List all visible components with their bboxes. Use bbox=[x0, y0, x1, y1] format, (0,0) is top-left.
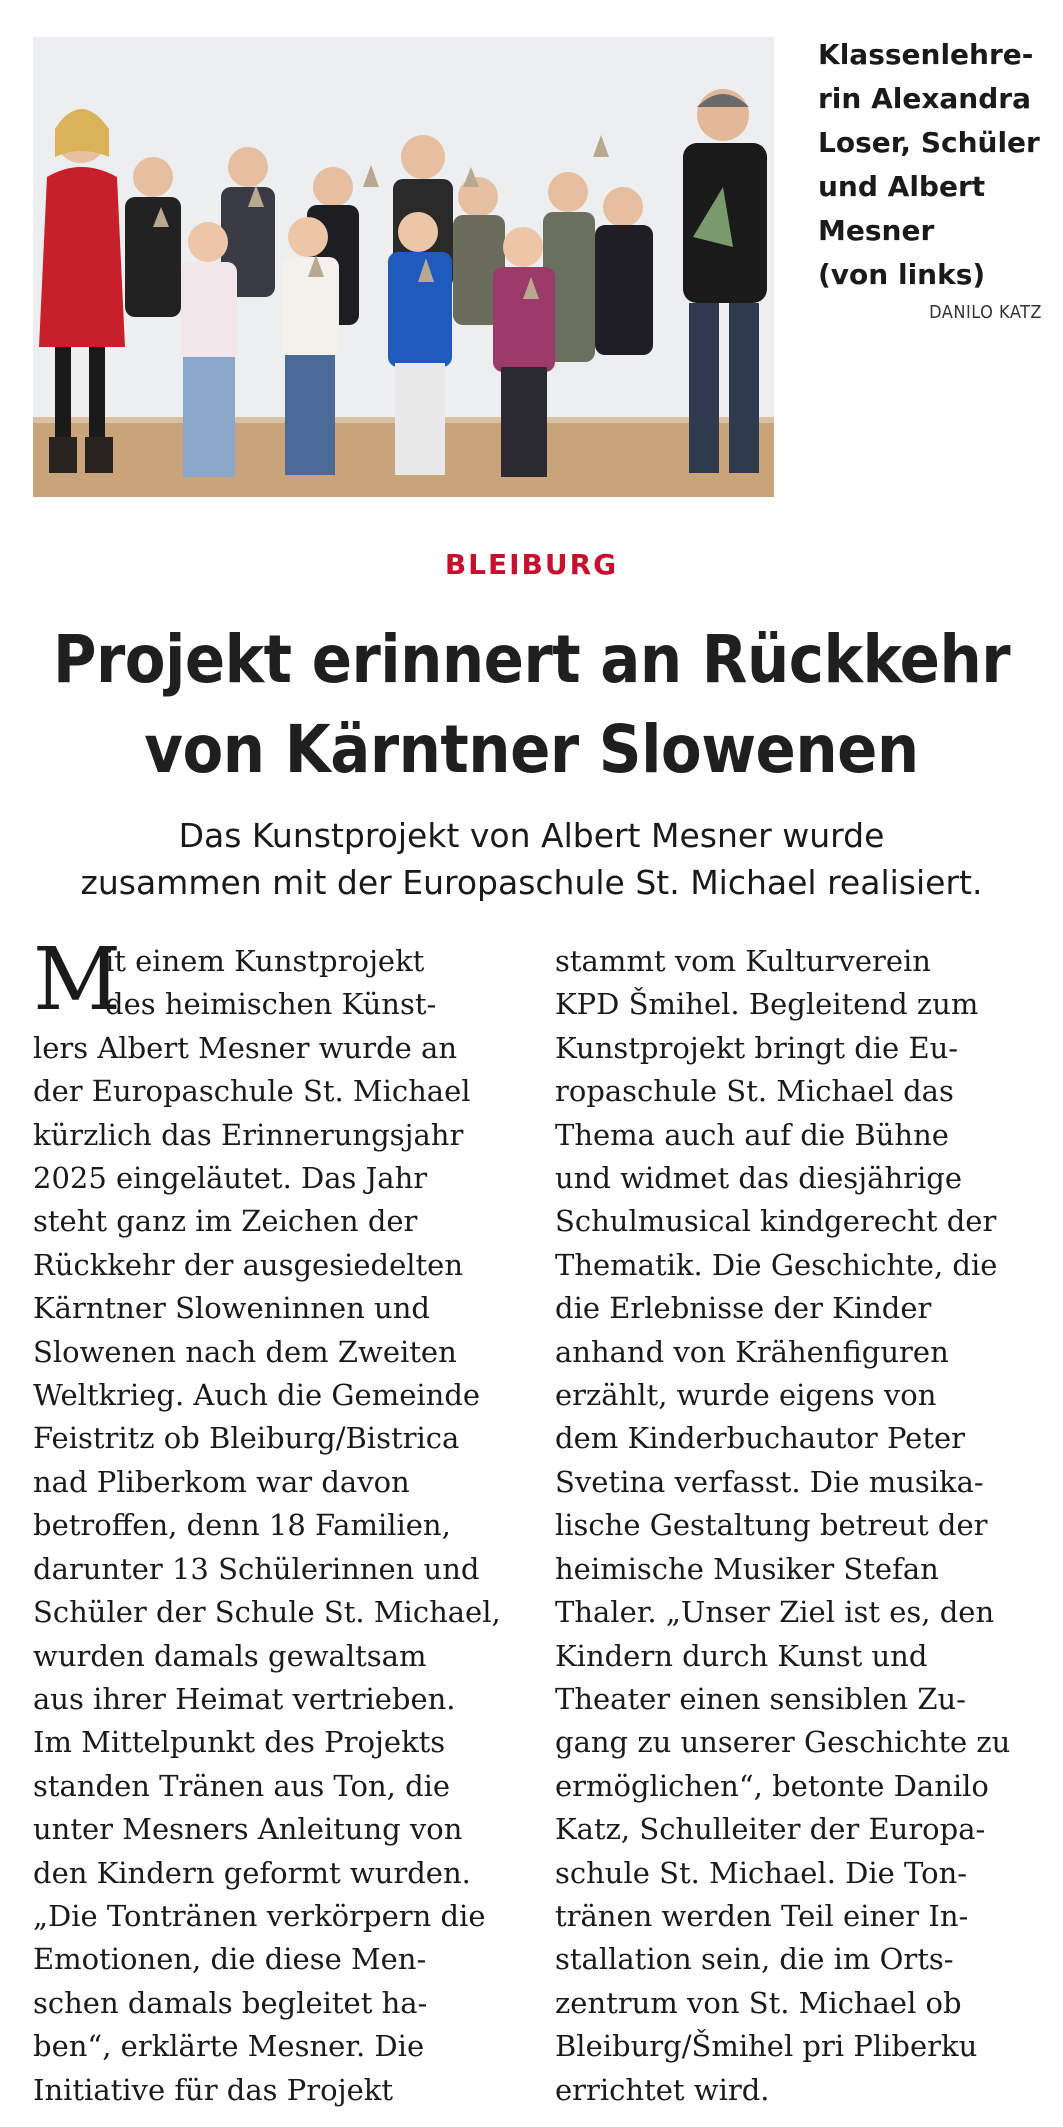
body-line: heimische Musiker Stefan bbox=[555, 1551, 939, 1586]
body-line: Emotionen, die diese Men- bbox=[33, 1942, 427, 1977]
body-line: die Erlebnisse der Kinder bbox=[555, 1291, 932, 1326]
body-line: den Kindern geformt wurden. bbox=[33, 1855, 471, 1890]
body-line: Katz, Schulleiter der Europa- bbox=[555, 1812, 986, 1847]
body-line: lische Gestaltung betreut der bbox=[555, 1508, 988, 1543]
article-headline bbox=[0, 615, 1063, 795]
headline-line: Projekt erinnert an Rückkehr bbox=[52, 621, 1011, 698]
subhead-line: zusammen mit der Europaschule St. Michael realisiert. bbox=[80, 863, 983, 902]
body-line: KPD Šmihel. Begleitend zum bbox=[555, 987, 979, 1022]
body-line: anhand von Krähenfiguren bbox=[555, 1334, 949, 1369]
body-line: darunter 13 Schülerinnen und bbox=[33, 1551, 480, 1586]
body-line: Thaler. „Unser Ziel ist es, den bbox=[555, 1595, 995, 1630]
body-line: errichtet wird. bbox=[555, 2072, 770, 2107]
body-line: Initiative für das Projekt bbox=[33, 2072, 393, 2107]
body-line: Kärntner Sloweninnen und bbox=[33, 1291, 430, 1326]
body-line: Theater einen sensiblen Zu- bbox=[555, 1681, 966, 1716]
body-line: Rückkehr der ausgesiedelten bbox=[33, 1247, 464, 1282]
section-kicker: BLEIBURG bbox=[444, 548, 619, 581]
photo-caption bbox=[818, 33, 1048, 297]
body-line: schule St. Michael. Die Ton- bbox=[555, 1855, 968, 1890]
headline-line: von Kärntner Slowenen bbox=[144, 711, 919, 788]
caption-line: und Albert bbox=[818, 170, 986, 203]
caption-line: Mesner bbox=[818, 214, 935, 247]
body-line: Thema auch auf die Bühne bbox=[555, 1117, 949, 1152]
body-line: 2025 eingeläutet. Das Jahr bbox=[33, 1161, 428, 1196]
body-line: standen Tränen aus Ton, die bbox=[33, 1768, 451, 1803]
body-line: stammt vom Kulturverein bbox=[555, 944, 931, 978]
body-line: lers Albert Mesner wurde an bbox=[33, 1030, 458, 1065]
body-line: kürzlich das Erinnerungsjahr bbox=[33, 1117, 464, 1152]
caption-line: (von links) bbox=[818, 258, 986, 291]
body-line: gang zu unserer Geschichte zu bbox=[555, 1725, 1011, 1760]
body-line: „Die Tontränen verkörpern die bbox=[33, 1898, 486, 1933]
body-line: ermöglichen“, betonte Danilo bbox=[555, 1768, 989, 1803]
body-line: erzählt, wurde eigens von bbox=[555, 1378, 937, 1413]
subhead-line: Das Kunstprojekt von Albert Mesner wurde bbox=[178, 816, 885, 855]
body-line: Thematik. Die Geschichte, die bbox=[555, 1247, 998, 1282]
body-line: des heimischen Künst- bbox=[105, 987, 437, 1022]
body-line: Slowenen nach dem Zweiten bbox=[33, 1334, 457, 1369]
caption-line: rin Alexandra bbox=[818, 82, 1031, 115]
article-subheadline bbox=[0, 812, 1063, 906]
body-line: steht ganz im Zeichen der bbox=[33, 1204, 418, 1239]
body-line: ben“, erklärte Mesner. Die bbox=[33, 2029, 425, 2064]
body-line: ropaschule St. Michael das bbox=[555, 1074, 954, 1109]
body-line: aus ihrer Heimat vertrieben. bbox=[33, 1681, 456, 1716]
body-line: dem Kinderbuchautor Peter bbox=[555, 1421, 966, 1456]
group-photo-illustration bbox=[33, 37, 774, 497]
body-line: schen damals begleitet ha- bbox=[33, 1985, 428, 2020]
article-photo bbox=[33, 37, 774, 497]
body-line: unter Mesners Anleitung von bbox=[33, 1812, 463, 1847]
body-line: Kindern durch Kunst und bbox=[555, 1638, 928, 1673]
body-line: Schüler der Schule St. Michael, bbox=[33, 1595, 501, 1630]
body-line: Schulmusical kindgerecht der bbox=[555, 1204, 997, 1239]
body-column-right bbox=[555, 940, 1050, 2112]
body-line: Weltkrieg. Auch die Gemeinde bbox=[33, 1378, 481, 1413]
caption-line: Klassenlehre- bbox=[818, 38, 1034, 71]
body-line: stallation sein, die im Orts- bbox=[555, 1942, 954, 1977]
body-line: wurden damals gewaltsam bbox=[33, 1638, 427, 1673]
body-line: Im Mittelpunkt des Projekts bbox=[33, 1725, 446, 1760]
photo-credit: DANILO KATZ bbox=[929, 302, 1042, 323]
body-line: Bleiburg/Šmihel pri Pliberku bbox=[555, 2029, 978, 2064]
body-line: und widmet das diesjährige bbox=[555, 1161, 962, 1196]
body-line: zentrum von St. Michael ob bbox=[555, 1985, 962, 2020]
body-line: nad Pliberkom war davon bbox=[33, 1464, 410, 1499]
body-line: Kunstprojekt bringt die Eu- bbox=[555, 1030, 959, 1065]
drop-cap: M bbox=[33, 930, 122, 1030]
caption-line: Loser, Schüler bbox=[818, 126, 1040, 159]
body-line: betroffen, denn 18 Familien, bbox=[33, 1508, 451, 1543]
body-column-left bbox=[33, 940, 513, 2112]
body-line: Feistritz ob Bleiburg/Bistrica bbox=[33, 1421, 460, 1456]
body-line: tränen werden Teil einer In- bbox=[555, 1898, 969, 1933]
body-line: der Europaschule St. Michael bbox=[33, 1074, 471, 1109]
body-line: Svetina verfasst. Die musika- bbox=[555, 1464, 984, 1499]
body-line: it einem Kunstprojekt bbox=[105, 944, 425, 978]
